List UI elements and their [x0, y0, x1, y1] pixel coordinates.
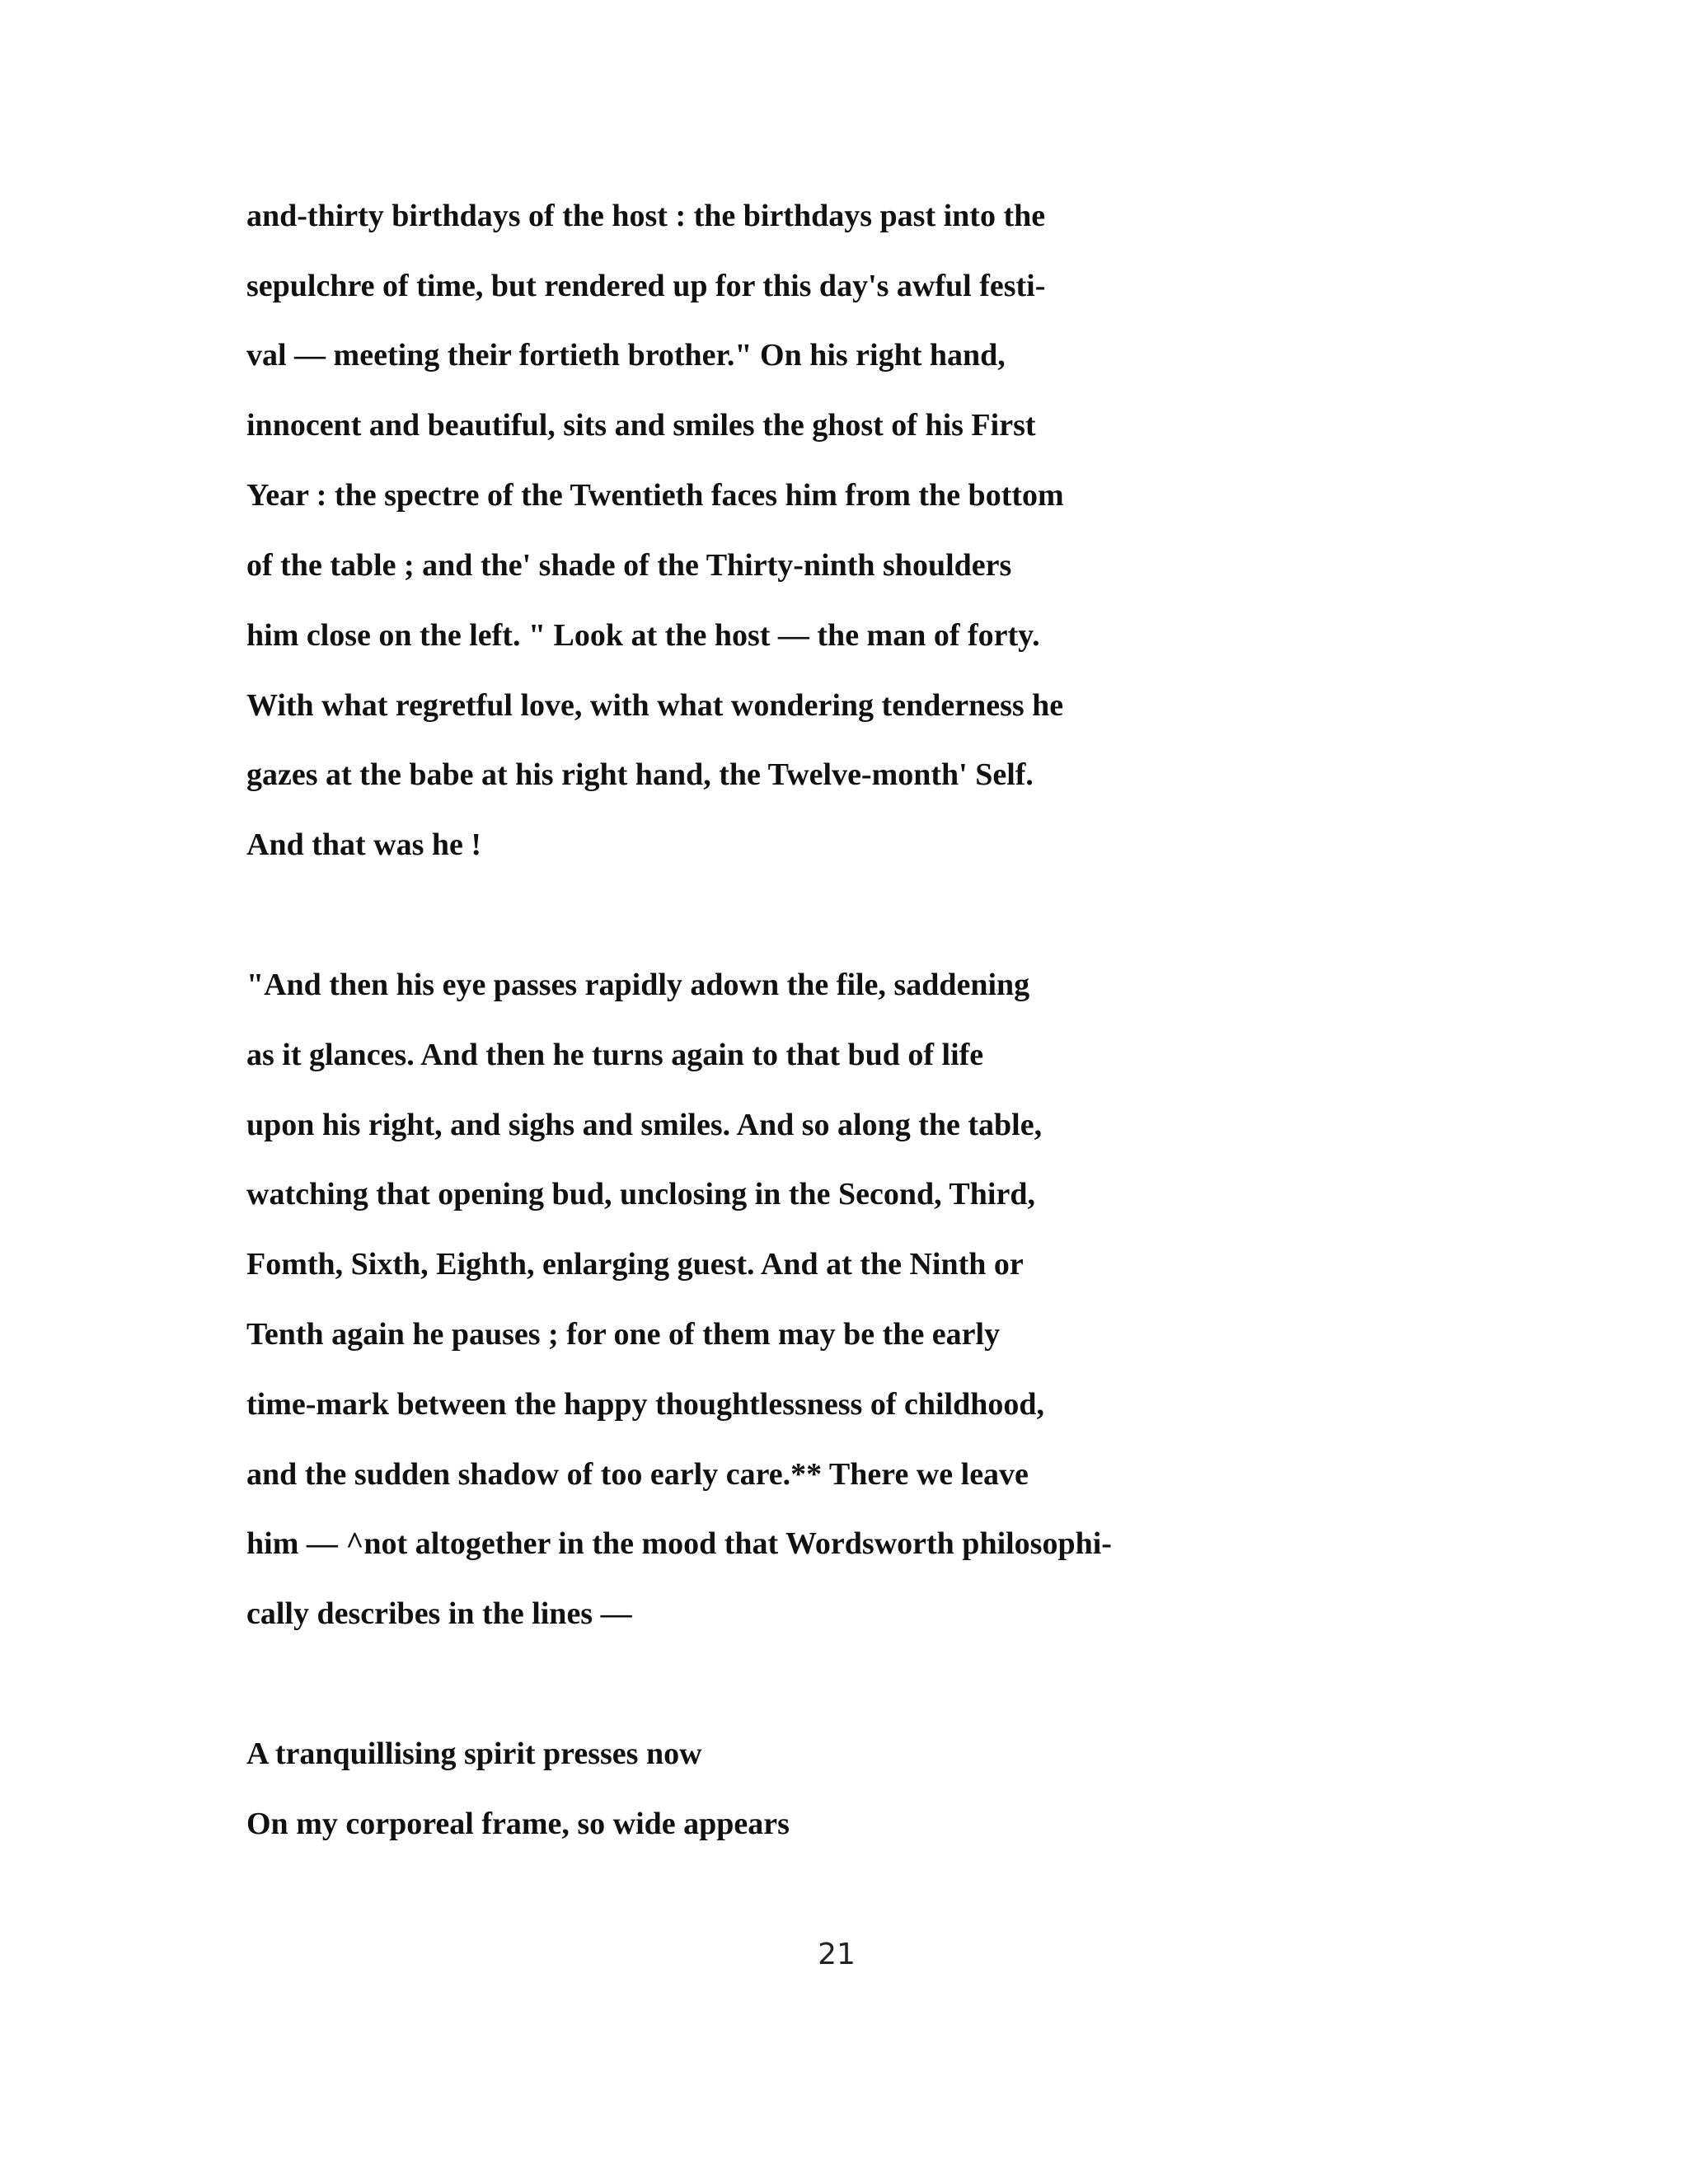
- verse-line: A tranquillising spirit presses now: [246, 1736, 702, 1771]
- text-line: val — meeting their fortieth brother." On his right hand,: [246, 338, 1006, 373]
- text-line: And that was he !: [246, 827, 482, 862]
- page-number: 21: [818, 1938, 856, 1971]
- text-line: him — ^not altogether in the mood that Wordsworth philosophi-: [246, 1526, 1112, 1561]
- text-line: and the sudden shadow of too early care.** There we leave: [246, 1457, 1029, 1492]
- text-line: him close on the left. " Look at the host — the man of forty.: [246, 618, 1040, 653]
- text-line: upon his right, and sighs and smiles. And so along the table,: [246, 1108, 1043, 1142]
- text-line: innocent and beautiful, sits and smiles the ghost of his First: [246, 408, 1036, 443]
- text-line: cally describes in the lines —: [246, 1596, 632, 1631]
- text-line: time-mark between the happy thoughtlessness of childhood,: [246, 1387, 1045, 1422]
- verse-line: On my corporeal frame, so wide appears: [246, 1807, 790, 1841]
- text-line: "And then his eye passes rapidly adown the file, saddening: [246, 968, 1030, 1002]
- text-line: as it glances. And then he turns again to that bud of life: [246, 1038, 984, 1072]
- text-line: and-thirty birthdays of the host : the birthdays past into the: [246, 199, 1046, 233]
- text-line: of the table ; and the' shade of the Thirty-ninth shoulders: [246, 548, 1012, 583]
- text-line: Year : the spectre of the Twentieth faces him from the bottom: [246, 478, 1064, 513]
- text-line: sepulchre of time, but rendered up for this day's awful festi-: [246, 269, 1046, 303]
- text-line: gazes at the babe at his right hand, the Twelve-month' Self.: [246, 757, 1034, 792]
- text-line: watching that opening bud, unclosing in the Second, Third,: [246, 1177, 1035, 1212]
- text-line: With what regretful love, with what wondering tenderness he: [246, 688, 1064, 723]
- text-line: Tenth again he pauses ; for one of them may be the early: [246, 1317, 1001, 1352]
- text-line: Fomth, Sixth, Eighth, enlarging guest. And at the Ninth or: [246, 1247, 1024, 1282]
